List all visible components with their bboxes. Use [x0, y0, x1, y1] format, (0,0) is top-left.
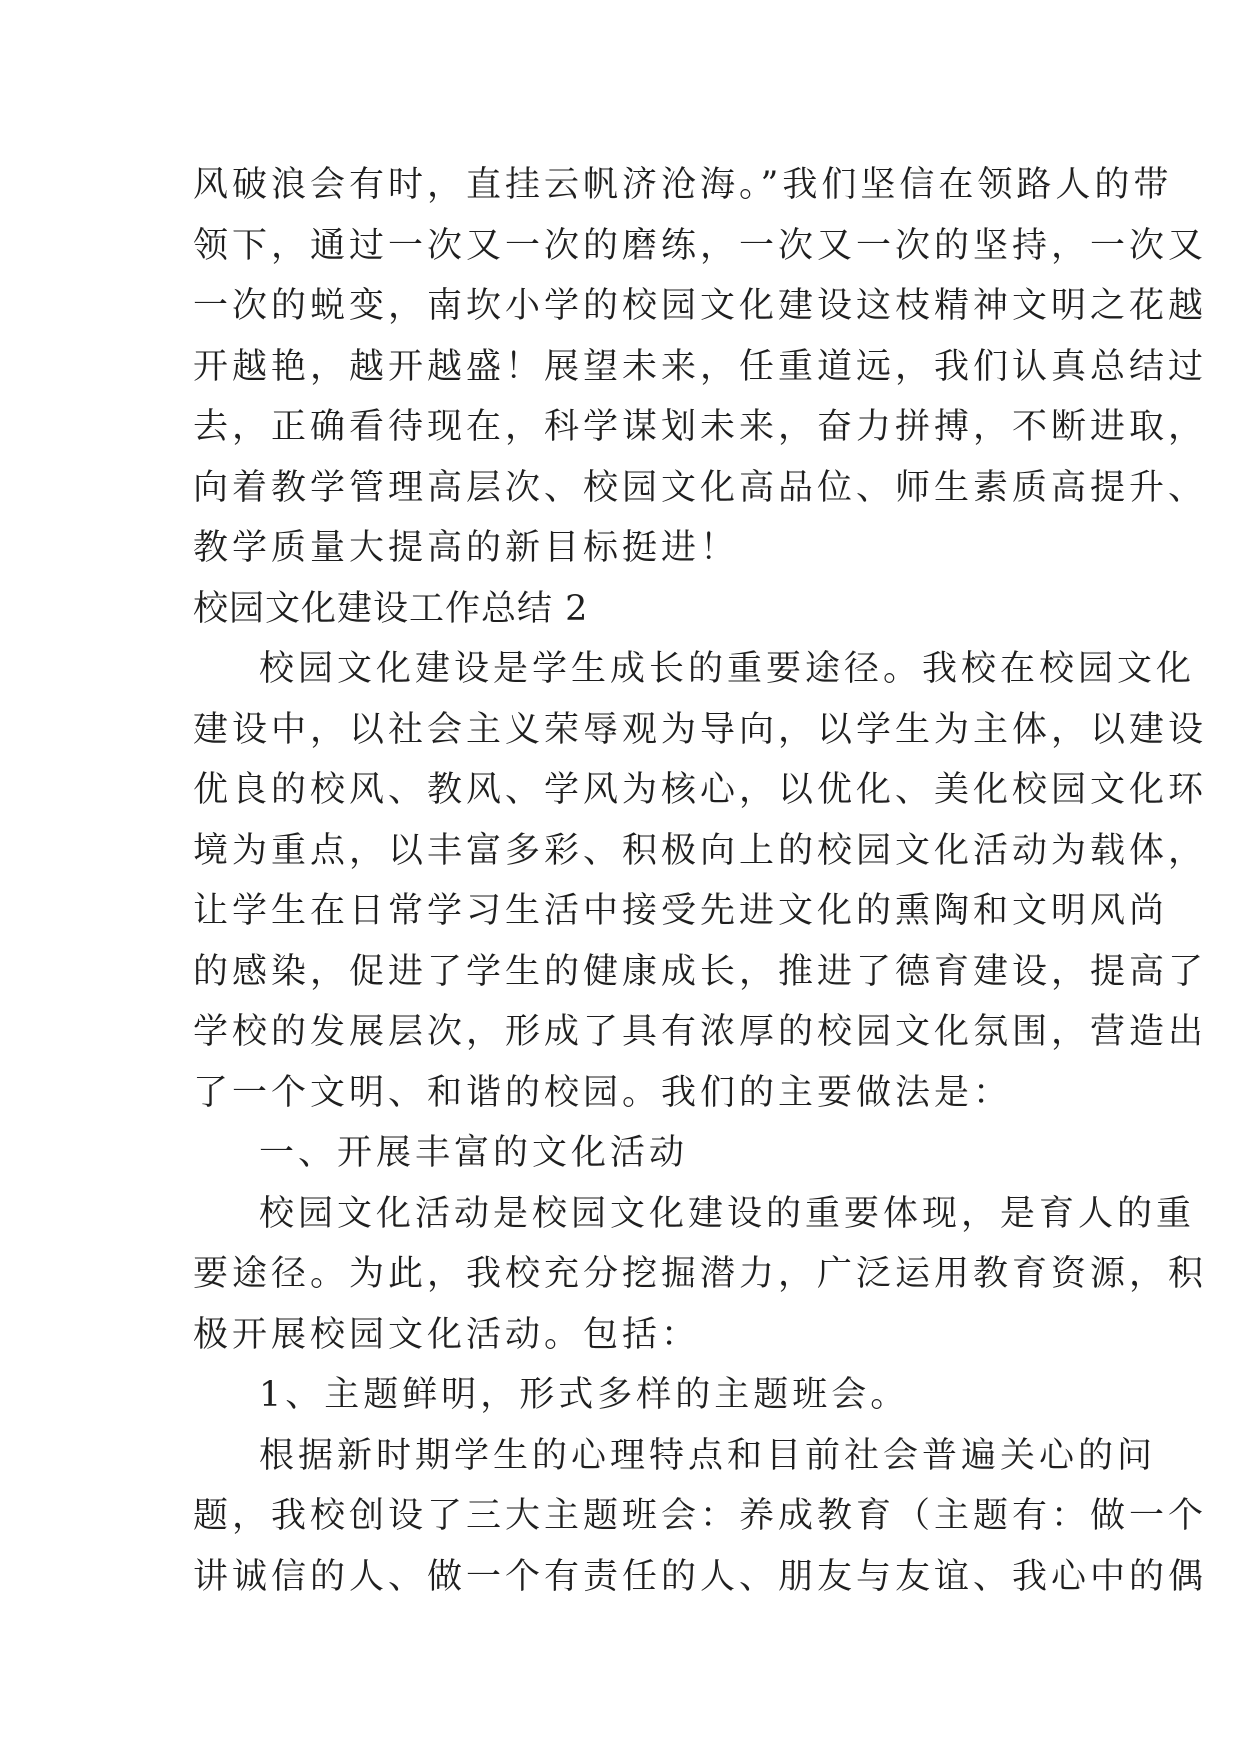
paragraph-line: 向着教学管理高层次、校园文化高品位、师生素质高提升、: [193, 467, 1208, 508]
paragraph-line: 讲诚信的人、做一个有责任的人、朋友与友谊、我心中的偶: [193, 1556, 1208, 1597]
paragraph-line: 校园文化活动是校园文化建设的重要体现，是育人的重: [259, 1193, 1196, 1234]
paragraph-line: 题，我校创设了三大主题班会：养成教育（主题有：做一个: [193, 1496, 1208, 1536]
paragraph-line: 的感染，促进了学生的健康成长，推进了德育建设，提高了: [193, 951, 1208, 992]
paragraph-line: 开越艳，越开越盛！展望未来，任重道远，我们认真总结过: [193, 346, 1208, 387]
paragraph-line: 极开展校园文化活动。包括：: [193, 1314, 701, 1355]
paragraph-line: 领下，通过一次又一次的磨练，一次又一次的坚持，一次又: [193, 225, 1208, 266]
paragraph-line: 建设中，以社会主义荣辱观为导向，以学生为主体，以建设: [193, 709, 1208, 750]
paragraph-line: 去，正确看待现在，科学谋划未来，奋力拼搏，不断进取，: [193, 407, 1208, 447]
document-body: [193, 155, 1208, 1607]
paragraph-line: 一次的蜕变，南坎小学的校园文化建设这枝精神文明之花越: [193, 286, 1208, 326]
paragraph-line: 优良的校风、教风、学风为核心，以优化、美化校园文化环: [193, 770, 1208, 810]
subsection-heading: 一、开展丰富的文化活动: [259, 1133, 689, 1173]
section-title: 校园文化建设工作总结 2: [193, 588, 589, 629]
list-item-heading: 1、主题鲜明，形式多样的主题班会。: [259, 1375, 910, 1415]
paragraph-line: 学校的发展层次，形成了具有浓厚的校园文化氛围，营造出: [193, 1012, 1208, 1052]
paragraph-line: 境为重点，以丰富多彩、积极向上的校园文化活动为载体，: [193, 830, 1208, 871]
paragraph-line: 校园文化建设是学生成长的重要途径。我校在校园文化: [259, 649, 1196, 689]
paragraph-line: 了一个文明、和谐的校园。我们的主要做法是：: [193, 1072, 1013, 1113]
paragraph-line: 风破浪会有时，直挂云帆济沧海。”我们坚信在领路人的带: [193, 165, 1173, 205]
paragraph-line: 教学质量大提高的新目标挺进！: [193, 528, 740, 568]
paragraph-line: 要途径。为此，我校充分挖掘潜力，广泛运用教育资源，积: [193, 1254, 1208, 1294]
paragraph-line: 让学生在日常学习生活中接受先进文化的熏陶和文明风尚: [193, 891, 1169, 931]
paragraph-line: 根据新时期学生的心理特点和目前社会普遍关心的问: [259, 1435, 1157, 1476]
